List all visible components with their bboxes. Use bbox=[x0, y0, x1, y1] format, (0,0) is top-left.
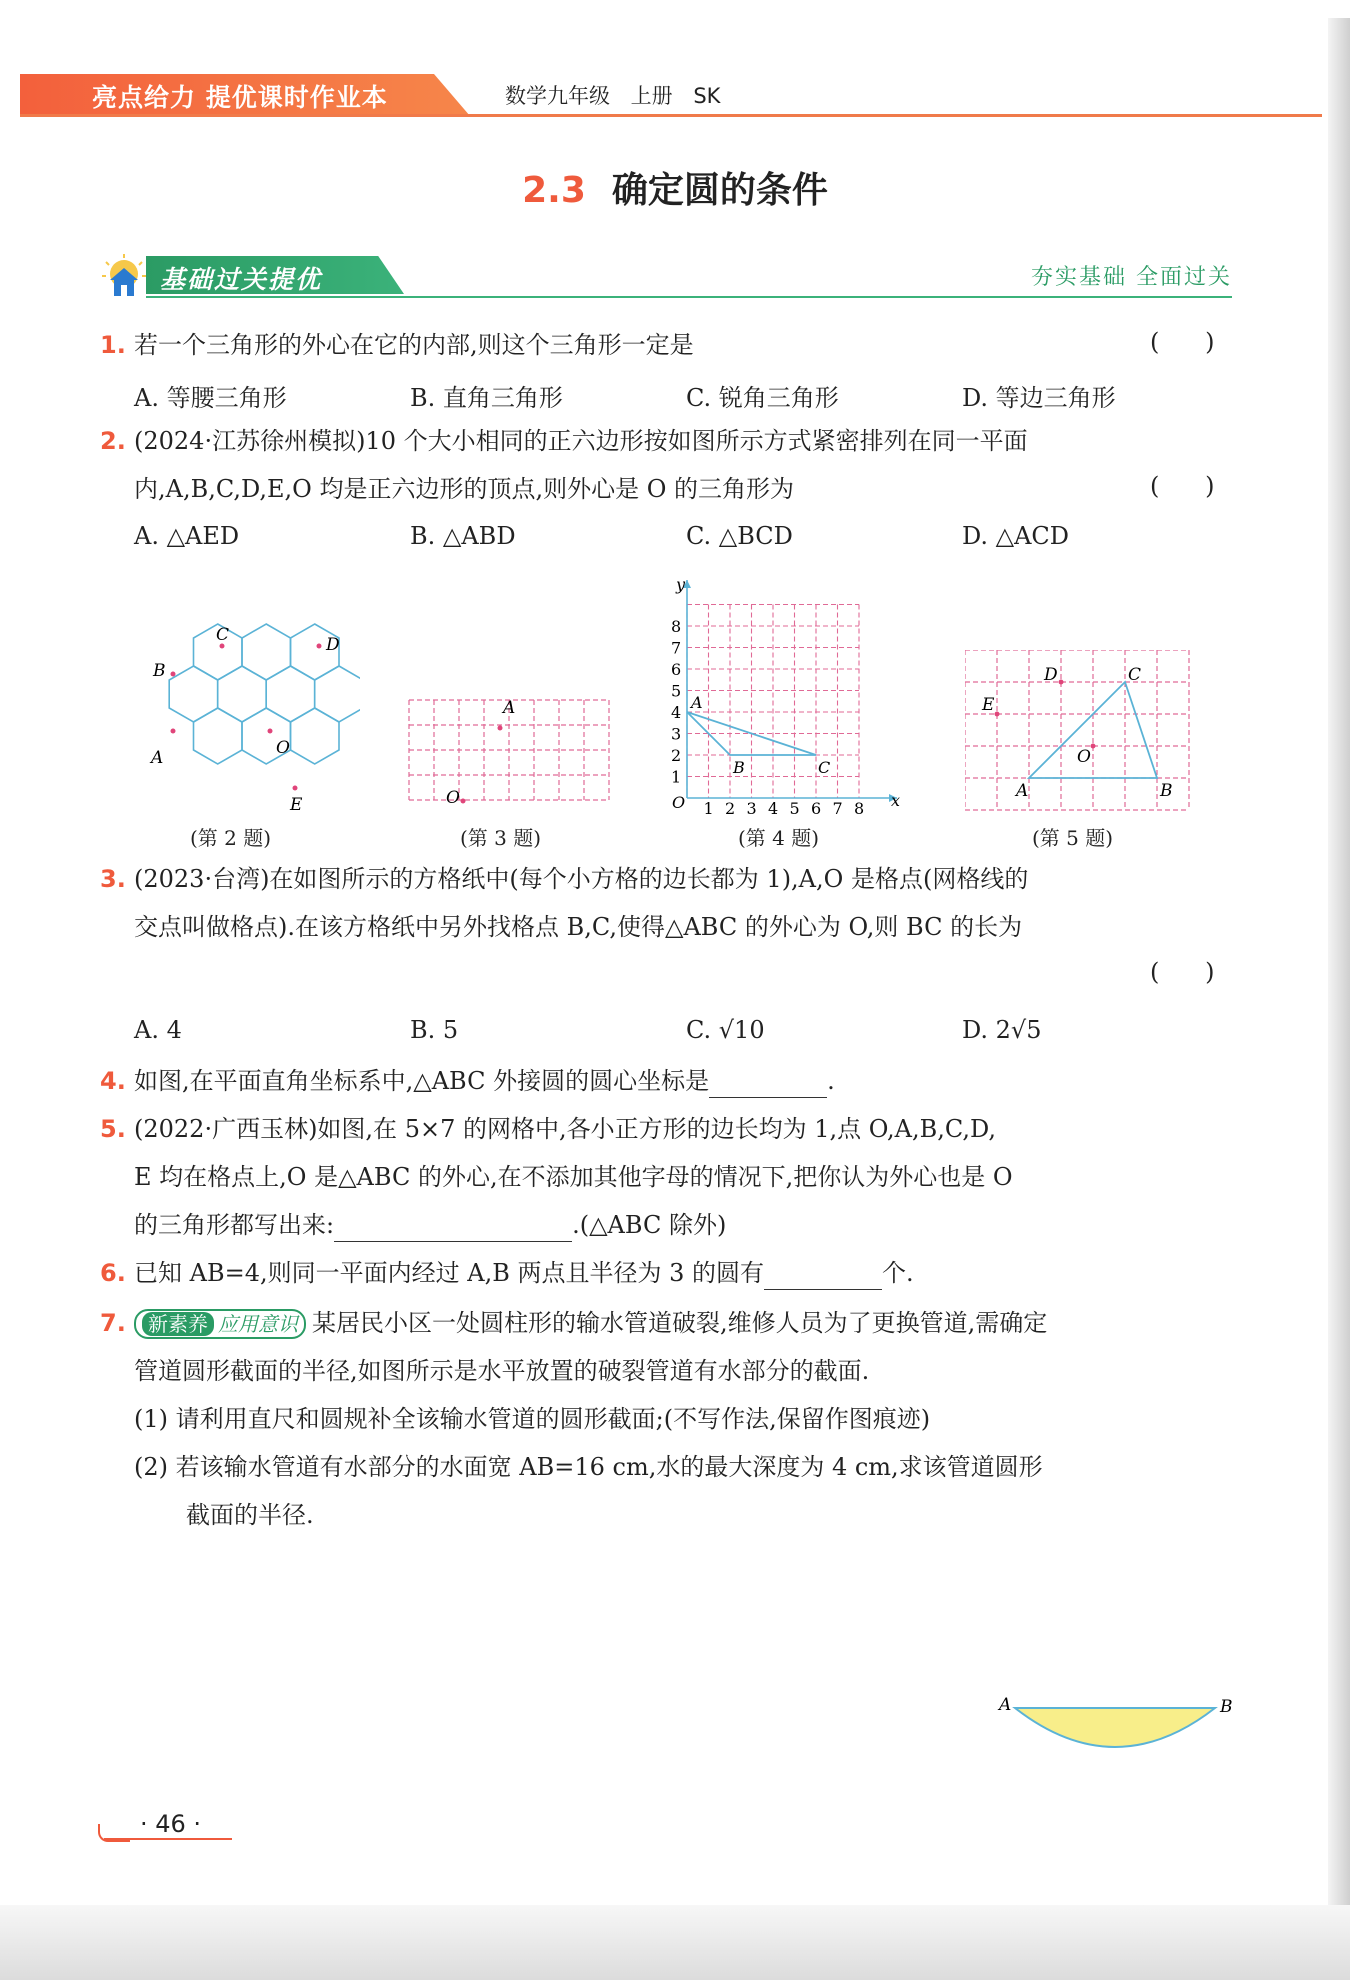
question-number: 7. bbox=[100, 1309, 126, 1337]
label-b: B bbox=[1160, 781, 1173, 801]
x-tick-label: 5 bbox=[789, 799, 800, 815]
figure-4-coordinate-plane bbox=[665, 570, 910, 815]
banner-slogan: 夯实基础 全面过关 bbox=[1031, 265, 1232, 290]
y-tick-label: 4 bbox=[671, 703, 682, 722]
answer-bracket: ( ) bbox=[1150, 472, 1215, 500]
question-1 bbox=[100, 328, 694, 362]
question-5 bbox=[100, 1112, 996, 1146]
section-title bbox=[0, 162, 1350, 213]
question-end: .(△ABC 除外) bbox=[572, 1211, 727, 1239]
option-b: B. △ABD bbox=[410, 522, 516, 550]
option-b: B. 直角三角形 bbox=[410, 384, 563, 412]
question-7-sub-2: (2) 若该输水管道有水部分的水面宽 AB=16 cm,水的最大深度为 4 cm,求该管道圆形 bbox=[134, 1453, 1043, 1481]
y-tick-label: 7 bbox=[671, 638, 682, 658]
x-tick-label: 7 bbox=[832, 799, 843, 815]
label-a: A bbox=[1016, 781, 1029, 801]
literacy-tag bbox=[134, 1309, 306, 1339]
question-2 bbox=[100, 424, 1028, 458]
label-b: B bbox=[1220, 1697, 1233, 1717]
point-o bbox=[1091, 744, 1096, 749]
option-c: C. 锐角三角形 bbox=[686, 384, 839, 412]
page-number-rule bbox=[104, 1838, 232, 1840]
label-e: E bbox=[982, 695, 995, 715]
question-4 bbox=[100, 1064, 835, 1098]
page-edge-shadow bbox=[1328, 18, 1350, 1980]
label-a: A bbox=[503, 698, 516, 718]
question-number: 4. bbox=[100, 1067, 126, 1095]
figure-4-caption: (第 4 题) bbox=[738, 826, 820, 850]
tag-new-literacy: 新素养 bbox=[142, 1312, 214, 1336]
option-a: A. △AED bbox=[134, 522, 240, 550]
question-6 bbox=[100, 1256, 914, 1290]
hexagon bbox=[169, 666, 218, 722]
house-bulb-icon bbox=[100, 252, 150, 298]
series-title: 亮点给力 提优课时作业本 bbox=[92, 83, 388, 112]
option-d: D. 2√5 bbox=[962, 1016, 1042, 1044]
answer-bracket: ( ) bbox=[1150, 328, 1215, 356]
page-number: · 46 · bbox=[140, 1810, 202, 1838]
figure-2-hexagon-grid bbox=[130, 620, 360, 820]
question-text: (2024·江苏徐州模拟)10 个大小相同的正六边形按如图所示方式紧密排列在同一平面 bbox=[134, 427, 1028, 455]
hexagon bbox=[194, 708, 243, 764]
question-7-line-2: 管道圆形截面的半径,如图所示是水平放置的破裂管道有水部分的截面. bbox=[134, 1357, 870, 1385]
label-a: A bbox=[999, 1695, 1012, 1715]
hexagon bbox=[242, 624, 291, 680]
label-a: A bbox=[691, 693, 703, 712]
question-text: (2022·广西玉林)如图,在 5×7 的网格中,各小正方形的边长均为 1,点 O,A,B,C,D, bbox=[134, 1115, 997, 1143]
answer-blank[interactable] bbox=[764, 1263, 882, 1290]
question-text: 如图,在平面直角坐标系中,△ABC 外接圆的圆心坐标是 bbox=[134, 1067, 710, 1095]
question-7-sub-1: (1) 请利用直尺和圆规补全该输水管道的圆形截面;(不写作法,保留作图痕迹) bbox=[134, 1405, 931, 1433]
point-b bbox=[171, 672, 176, 677]
y-tick-label: 8 bbox=[671, 617, 682, 636]
figure-2-caption: (第 2 题) bbox=[190, 826, 272, 850]
question-number: 1. bbox=[100, 331, 126, 359]
section-number: 2.3 bbox=[522, 170, 586, 211]
question-number: 6. bbox=[100, 1259, 126, 1287]
x-tick-label: 1 bbox=[703, 799, 714, 815]
x-tick-label: 6 bbox=[811, 799, 822, 815]
figure-5-caption: (第 5 题) bbox=[1032, 826, 1114, 850]
y-tick-label: 6 bbox=[671, 660, 682, 679]
question-number: 5. bbox=[100, 1115, 126, 1143]
figure-7-pipe-section bbox=[990, 1688, 1240, 1768]
label-d: D bbox=[1044, 665, 1058, 685]
section-banner bbox=[100, 252, 1232, 298]
y-tick-label: 5 bbox=[671, 681, 682, 701]
section-name: 确定圆的条件 bbox=[611, 169, 828, 211]
page-header bbox=[20, 74, 1322, 118]
figure-5-grid bbox=[965, 650, 1195, 815]
hexagon bbox=[291, 708, 340, 764]
question-end: 个. bbox=[882, 1259, 914, 1287]
question-7-sub-2-cont: 截面的半径. bbox=[186, 1501, 314, 1529]
label-c: C bbox=[818, 758, 831, 777]
question-3 bbox=[100, 862, 1028, 896]
y-axis-label: y bbox=[676, 575, 686, 594]
x-tick-label: 3 bbox=[746, 799, 757, 815]
hexagon bbox=[218, 666, 267, 722]
option-c: C. △BCD bbox=[686, 522, 793, 550]
y-tick-label: 2 bbox=[671, 746, 682, 765]
question-end: . bbox=[827, 1067, 835, 1095]
x-tick-label: 8 bbox=[854, 799, 865, 815]
label-d: D bbox=[326, 635, 340, 655]
banner-label: 基础过关提优 bbox=[160, 265, 323, 294]
bottom-scan-band bbox=[0, 1905, 1350, 1980]
header-rule bbox=[20, 114, 1322, 117]
origin-label: O bbox=[672, 793, 686, 812]
label-o: O bbox=[276, 738, 290, 758]
x-tick-label: 2 bbox=[725, 799, 736, 815]
point-a bbox=[171, 729, 176, 734]
figure-3-grid bbox=[405, 690, 625, 815]
point-a bbox=[498, 726, 503, 731]
x-tick-label: 4 bbox=[768, 799, 779, 815]
question-text: 已知 AB=4,则同一平面内经过 A,B 两点且半径为 3 的圆有 bbox=[134, 1259, 764, 1287]
question-number: 3. bbox=[100, 865, 126, 893]
answer-blank[interactable] bbox=[334, 1215, 572, 1242]
water-segment bbox=[1015, 1708, 1215, 1747]
option-c: C. √10 bbox=[686, 1016, 765, 1044]
answer-bracket: ( ) bbox=[1150, 958, 1215, 986]
point-e bbox=[293, 786, 298, 791]
option-b: B. 5 bbox=[410, 1016, 459, 1044]
point-d bbox=[317, 644, 322, 649]
option-a: A. 4 bbox=[134, 1016, 182, 1044]
y-tick-label: 3 bbox=[671, 724, 682, 744]
question-3-line-2: 交点叫做格点).在该方格纸中另外找格点 B,C,使得△ABC 的外心为 O,则 BC 的长为 bbox=[134, 913, 1023, 941]
x-axis-label: x bbox=[891, 791, 901, 810]
option-d: D. △ACD bbox=[962, 522, 1070, 550]
question-text: 若一个三角形的外心在它的内部,则这个三角形一定是 bbox=[134, 331, 694, 359]
point-o bbox=[268, 729, 273, 734]
label-e: E bbox=[290, 795, 303, 815]
label-b: B bbox=[733, 758, 745, 777]
label-o: O bbox=[1077, 747, 1091, 767]
answer-blank[interactable] bbox=[709, 1071, 827, 1098]
label-b: B bbox=[153, 661, 166, 681]
label-a: A bbox=[151, 748, 164, 768]
point-o bbox=[461, 799, 466, 804]
figure-3-caption: (第 3 题) bbox=[460, 826, 542, 850]
question-5-line-2: E 均在格点上,O 是△ABC 的外心,在不添加其他字母的情况下,把你认为外心也是 O bbox=[134, 1163, 1013, 1191]
hexagon bbox=[266, 666, 315, 722]
option-a: A. 等腰三角形 bbox=[134, 384, 287, 412]
label-o: O bbox=[446, 788, 460, 808]
y-tick-label: 1 bbox=[671, 767, 682, 787]
label-c: C bbox=[216, 625, 230, 645]
hexagon bbox=[315, 666, 360, 722]
option-d: D. 等边三角形 bbox=[962, 384, 1116, 412]
question-text: 的三角形都写出来: bbox=[134, 1211, 335, 1239]
question-text: (2023·台湾)在如图所示的方格纸中(每个小方格的边长都为 1),A,O 是格点(网格线的 bbox=[134, 865, 1029, 893]
question-7 bbox=[100, 1306, 1047, 1340]
question-5-line-3 bbox=[134, 1208, 726, 1242]
tag-application: 应用意识 bbox=[218, 1312, 298, 1336]
point-e bbox=[995, 712, 1000, 717]
question-number: 2. bbox=[100, 427, 126, 455]
question-2-line-2: 内,A,B,C,D,E,O 均是正六边形的顶点,则外心是 O 的三角形为 bbox=[134, 475, 795, 503]
point-d bbox=[1059, 680, 1064, 685]
label-c: C bbox=[1128, 665, 1142, 685]
subject-label: 数学九年级 上册 SK bbox=[505, 84, 721, 108]
banner-rule bbox=[146, 296, 1232, 298]
question-text: 某居民小区一处圆柱形的输水管道破裂,维修人员为了更换管道,需确定 bbox=[312, 1309, 1048, 1337]
